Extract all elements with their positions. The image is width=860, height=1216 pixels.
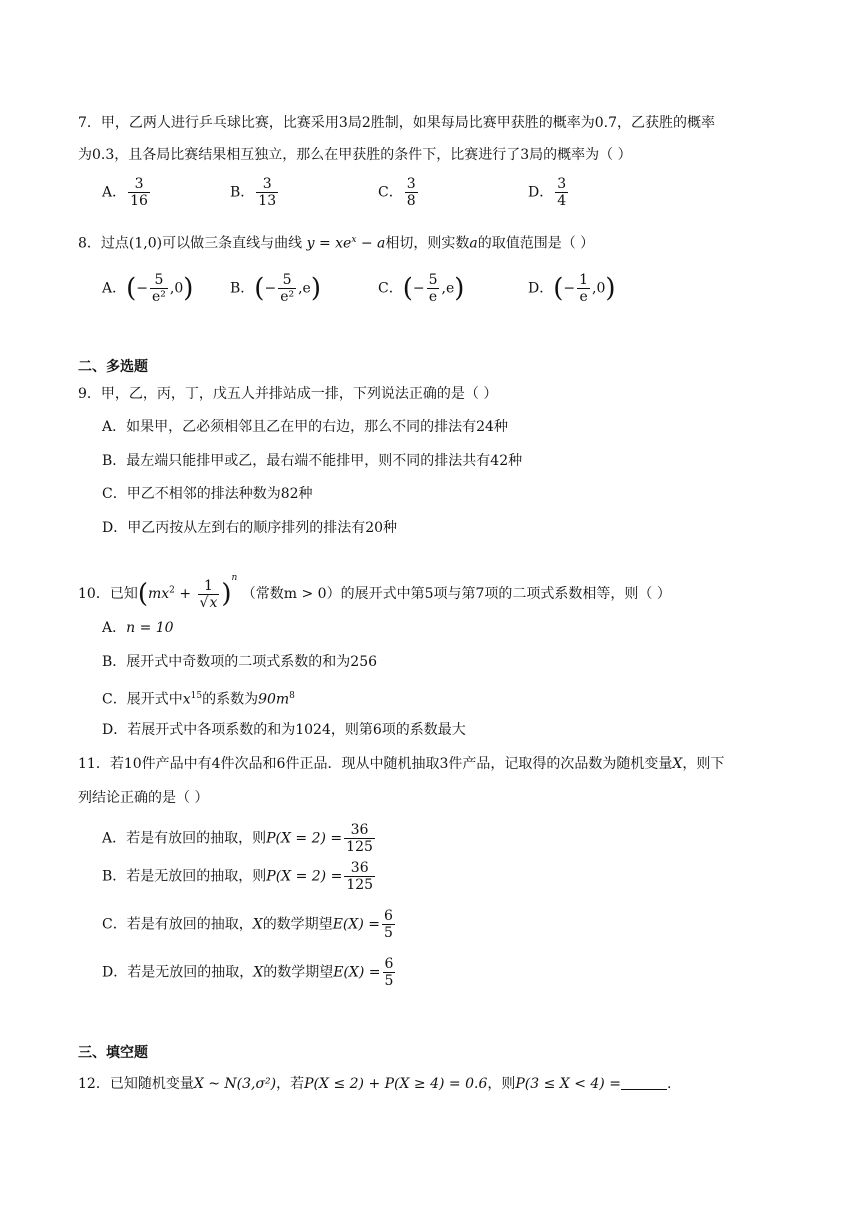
q7-option-b: B． $\frac{3}{13}$ [230,176,277,209]
question-7-line-2: 为0.3，且各局比赛结果相互独立，那么在甲获胜的条件下，比赛进行了3局的概率为（ ） [78,147,632,163]
q10-option-c: C．展开式中$x^{15}$的系数为$90m^8$ [102,691,295,708]
answer-blank[interactable] [621,1089,667,1090]
section-3-heading: 三、填空题 [78,1045,148,1061]
question-10-stem: 10．已知($mx^2$ + $\frac{1}{√x}$ )$^n$ （常数m > 0）的展开式中第5项与第7项的二项式系数相等，则（ ） [78,573,671,611]
question-11-line-2: 列结论正确的是（ ） [78,790,209,806]
question-11-line-1: 11．若10件产品中有4件次品和6件正品．现从中随机抽取3件产品，记取得的次品数为随机变量X，则下 [78,756,725,772]
q9-option-c: C．甲乙不相邻的排法种数为82种 [102,486,313,502]
q7-option-a: A． $\frac{3}{16}$ [102,176,148,209]
q8-option-d: D．(− $\frac{1}{e}$ ,0) [528,272,616,305]
q9-option-a: A．如果甲，乙必须相邻且乙在甲的右边，那么不同的排法有24种 [102,419,508,435]
q11-option-d: D．若是无放回的抽取，X的数学期望E(X) = $\frac{6}{5}$ [102,956,394,989]
q9-option-b: B．最左端只能排甲或乙，最右端不能排甲，则不同的排法共有42种 [102,453,523,469]
question-12-stem: 12．已知随机变量X ~ N(3,σ²)，若P(X ≤ 2) + P(X ≥ 4) = 0.6，则P(3 ≤ X < 4) = . [78,1076,672,1092]
question-8-stem: 8．过点(1,0)可以做三条直线与曲线 $y = xe^x - a$相切，则实数a的取值范围是（ ） [78,235,595,252]
q11-option-c: C．若是有放回的抽取，X的数学期望E(X) = $\frac{6}{5}$ [102,908,393,941]
q10-option-a: A．n = 10 [102,620,174,636]
q11-option-a: A．若是有放回的抽取，则P(X = 2) = $\frac{36}{125}$ [102,822,373,855]
q10-option-d: D．若展开式中各项系数的和为1024，则第6项的系数最大 [102,722,466,738]
q8-option-c: C．(− $\frac{5}{e}$ ,e) [378,272,465,305]
section-2-heading: 二、多选题 [78,359,148,375]
q9-option-d: D．甲乙丙按从左到右的顺序排列的排法有20种 [102,520,398,536]
q11-option-b: B．若是无放回的抽取，则P(X = 2) = $\frac{36}{125}$ [102,860,374,893]
q7-option-d: D． $\frac{3}{4}$ [528,176,567,209]
q8-option-a: A．(− $\frac{5}{\text{e²}}$ ,0) [102,272,194,305]
question-7-line-1: 7．甲，乙两人进行乒乓球比赛，比赛采用3局2胜制，如果每局比赛甲获胜的概率为0.7，乙获胜的概率 [78,115,715,131]
q7-option-c: C． $\frac{3}{8}$ [378,176,416,209]
q10-option-b: B．展开式中奇数项的二项式系数的和为256 [102,654,378,670]
q8-option-b: B．(− $\frac{5}{\text{e²}}$ ,e) [230,272,321,305]
question-9-stem: 9．甲，乙，丙，丁，戊五人并排站成一排，下列说法正确的是（ ） [78,386,498,402]
